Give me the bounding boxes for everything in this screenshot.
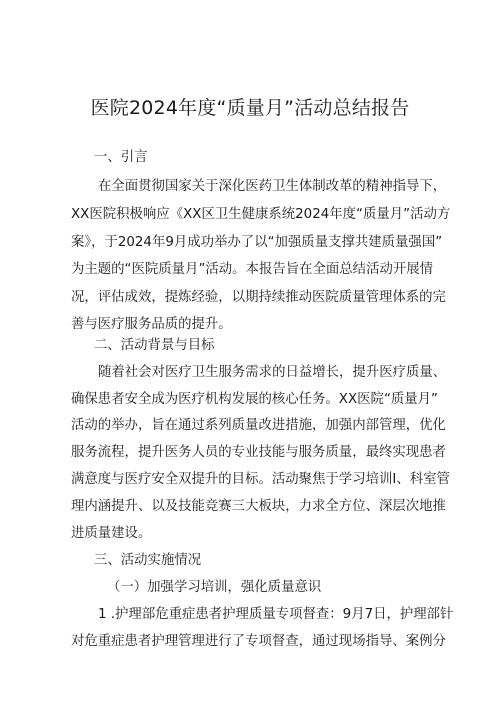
section-heading-background: 二、活动背景与目标 (94, 338, 215, 353)
paragraph-line: 善与医疗服务品质的提升。 (71, 317, 232, 332)
paragraph-line: 确保患者安全成为医疗机构发展的核心任务。XX医院“质量月” (71, 392, 438, 407)
section-heading-implementation: 三、活动实施情况 (94, 553, 202, 568)
paragraph-line: 况，评估成效，提炼经验，以期持续推动医院质量管理体系的完 (71, 290, 446, 305)
subsection-heading: （一）加强学习培训，强化质量意识 (107, 580, 322, 595)
paragraph-line: 理内涵提升、以及技能竞赛三大板块，力求全方位、深层次地推 (71, 499, 446, 514)
paragraph-line: 对危重症患者护理管理进行了专项督查，通过现场指导、案例分 (71, 634, 446, 649)
paragraph-line: 活动的举办，旨在通过系列质量改进措施，加强内部管理，优化 (71, 418, 446, 433)
paragraph-line: 进质量建设。 (71, 526, 152, 541)
section-heading-intro: 一、引言 (94, 150, 148, 165)
paragraph-line: 在全面贯彻国家关于深化医药卫生体制改革的精神指导下， (98, 179, 447, 194)
document-title: 医院2024年度“质量月”活动总结报告 (90, 97, 410, 119)
paragraph-line: 随着社会对医疗卫生服务需求的日益增长，提升医疗质量、 (98, 365, 447, 380)
paragraph-line: 满意度与医疗安全双提升的目标。活动聚焦于学习培训I、科室管 (71, 472, 450, 487)
paragraph-line: XX医院积极响应《XX区卫生健康系统2024年度“质量月”活动方 (71, 207, 451, 222)
paragraph-line: 为主题的“医院质量月”活动。本报告旨在全面总结活动开展情 (71, 262, 434, 277)
paragraph-line: 案》，于2024年9月成功举办了以“加强质量支撑共建质量强国” (71, 235, 443, 250)
paragraph-line: 服务流程，提升医务人员的专业技能与服务质量，最终实现患者 (71, 445, 446, 460)
paragraph-line: 1 .护理部危重症患者护理质量专项督查：9月7日，护理部针 (98, 607, 454, 622)
